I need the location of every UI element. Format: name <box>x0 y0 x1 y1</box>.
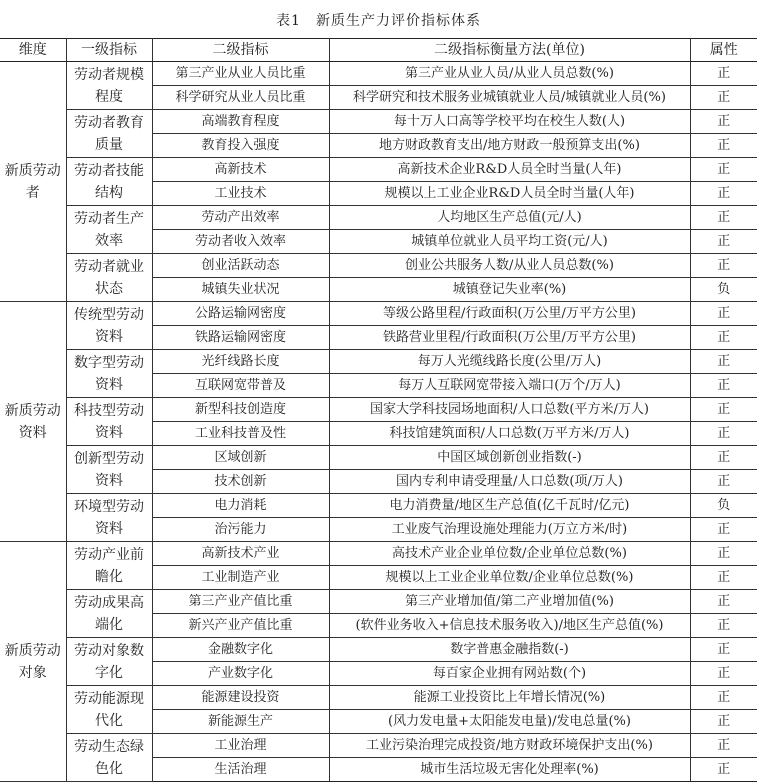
attribute-cell: 正 <box>690 422 757 446</box>
method-cell: 第三产业增加值/第二产业增加值(%) <box>329 590 690 614</box>
level2-cell: 光纤线路长度 <box>152 350 329 374</box>
attribute-cell: 正 <box>690 182 757 206</box>
level2-cell: 技术创新 <box>152 470 329 494</box>
attribute-cell: 正 <box>690 326 757 350</box>
attribute-cell: 正 <box>690 110 757 134</box>
header-attribute: 属性 <box>690 39 757 62</box>
attribute-cell: 正 <box>690 686 757 710</box>
method-cell: 工业废气治理设施处理能力(万立方米/时) <box>329 518 690 542</box>
level1-cell: 劳动产业前瞻化 <box>66 542 152 590</box>
level1-cell: 劳动者就业状态 <box>66 254 152 302</box>
table-row <box>0 302 757 326</box>
attribute-cell: 正 <box>690 590 757 614</box>
method-cell: 第三产业从业人员/从业人员总数(%) <box>329 62 690 86</box>
level2-cell: 工业科技普及性 <box>152 422 329 446</box>
attribute-cell: 正 <box>690 638 757 662</box>
method-cell: 每万人光缆线路长度(公里/万人) <box>329 350 690 374</box>
table-row <box>0 590 757 614</box>
level2-cell: 新能源生产 <box>152 710 329 734</box>
method-cell: 高技术产业企业单位数/企业单位总数(%) <box>329 542 690 566</box>
attribute-cell: 正 <box>690 710 757 734</box>
method-cell: (软件业务收入+信息技术服务收入)/地区生产总值(%) <box>329 614 690 638</box>
level2-cell: 城镇失业状况 <box>152 278 329 302</box>
dimension-cell: 新质劳动对象 <box>0 542 66 782</box>
table-row <box>0 398 757 422</box>
table-row <box>0 734 757 758</box>
method-cell: 中国区域创新创业指数(-) <box>329 446 690 470</box>
attribute-cell: 正 <box>690 302 757 326</box>
method-cell: 规模以上工业企业R&D人员全时当量(人年) <box>329 182 690 206</box>
level2-cell: 创业活跃动态 <box>152 254 329 278</box>
indicator-table <box>0 38 757 782</box>
level2-cell: 区域创新 <box>152 446 329 470</box>
level1-cell: 劳动者生产效率 <box>66 206 152 254</box>
attribute-cell: 正 <box>690 662 757 686</box>
table-row <box>0 254 757 278</box>
table-row <box>0 494 757 518</box>
level1-cell: 环境型劳动资料 <box>66 494 152 542</box>
method-cell: (风力发电量+太阳能发电量)/发电总量(%) <box>329 710 690 734</box>
level2-cell: 电力消耗 <box>152 494 329 518</box>
table-row <box>0 158 757 182</box>
level1-cell: 劳动成果高端化 <box>66 590 152 638</box>
method-cell: 每万人互联网宽带接入端口(万个/万人) <box>329 374 690 398</box>
method-cell: 能源工业投资比上年增长情况(%) <box>329 686 690 710</box>
header-method: 二级指标衡量方法(单位) <box>329 39 690 62</box>
method-cell: 数字普惠金融指数(-) <box>329 638 690 662</box>
method-cell: 每百家企业拥有网站数(个) <box>329 662 690 686</box>
attribute-cell: 正 <box>690 518 757 542</box>
dimension-cell: 新质劳动资料 <box>0 302 66 542</box>
level1-cell: 劳动对象数字化 <box>66 638 152 686</box>
header-level2: 二级指标 <box>152 39 329 62</box>
level1-cell: 劳动生态绿色化 <box>66 734 152 782</box>
attribute-cell: 正 <box>690 86 757 110</box>
header-dimension: 维度 <box>0 39 66 62</box>
level2-cell: 能源建设投资 <box>152 686 329 710</box>
table-row <box>0 686 757 710</box>
header-level1: 一级指标 <box>66 39 152 62</box>
attribute-cell: 正 <box>690 350 757 374</box>
level2-cell: 第三产业从业人员比重 <box>152 62 329 86</box>
level1-cell: 传统型劳动资料 <box>66 302 152 350</box>
attribute-cell: 正 <box>690 542 757 566</box>
table-row <box>0 542 757 566</box>
attribute-cell: 正 <box>690 398 757 422</box>
method-cell: 城镇登记失业率(%) <box>329 278 690 302</box>
level2-cell: 产业数字化 <box>152 662 329 686</box>
attribute-cell: 正 <box>690 374 757 398</box>
level2-cell: 高新技术产业 <box>152 542 329 566</box>
level2-cell: 工业治理 <box>152 734 329 758</box>
level2-cell: 治污能力 <box>152 518 329 542</box>
level2-cell: 金融数字化 <box>152 638 329 662</box>
level2-cell: 第三产业产值比重 <box>152 590 329 614</box>
method-cell: 每十万人口高等学校平均在校生人数(人) <box>329 110 690 134</box>
table-row <box>0 446 757 470</box>
attribute-cell: 正 <box>690 230 757 254</box>
level2-cell: 高端教育程度 <box>152 110 329 134</box>
method-cell: 创业公共服务人数/从业人员总数(%) <box>329 254 690 278</box>
level2-cell: 科学研究从业人员比重 <box>152 86 329 110</box>
level1-cell: 劳动能源现代化 <box>66 686 152 734</box>
method-cell: 科学研究和技术服务业城镇就业人员/城镇就业人员(%) <box>329 86 690 110</box>
level2-cell: 铁路运输网密度 <box>152 326 329 350</box>
level1-cell: 数字型劳动资料 <box>66 350 152 398</box>
attribute-cell: 正 <box>690 758 757 782</box>
method-cell: 工业污染治理完成投资/地方财政环境保护支出(%) <box>329 734 690 758</box>
method-cell: 地方财政教育支出/地方财政一般预算支出(%) <box>329 134 690 158</box>
attribute-cell: 正 <box>690 614 757 638</box>
level2-cell: 教育投入强度 <box>152 134 329 158</box>
level2-cell: 互联网宽带普及 <box>152 374 329 398</box>
method-cell: 科技馆建筑面积/人口总数(万平方米/万人) <box>329 422 690 446</box>
level2-cell: 高新技术 <box>152 158 329 182</box>
method-cell: 电力消费量/地区生产总值(亿千瓦时/亿元) <box>329 494 690 518</box>
level1-cell: 创新型劳动资料 <box>66 446 152 494</box>
table-row <box>0 206 757 230</box>
method-cell: 高新技术企业R&D人员全时当量(人年) <box>329 158 690 182</box>
table-title: 表1 新质生产力评价指标体系 <box>276 13 481 29</box>
level1-cell: 劳动者技能结构 <box>66 158 152 206</box>
level2-cell: 新型科技创造度 <box>152 398 329 422</box>
attribute-cell: 正 <box>690 470 757 494</box>
level1-cell: 劳动者规模程度 <box>66 62 152 110</box>
level1-cell: 劳动者教育质量 <box>66 110 152 158</box>
level2-cell: 劳动者收入效率 <box>152 230 329 254</box>
attribute-cell: 正 <box>690 566 757 590</box>
attribute-cell: 负 <box>690 278 757 302</box>
table-row <box>0 350 757 374</box>
level2-cell: 新兴产业产值比重 <box>152 614 329 638</box>
level2-cell: 劳动产出效率 <box>152 206 329 230</box>
level2-cell: 生活治理 <box>152 758 329 782</box>
level2-cell: 工业技术 <box>152 182 329 206</box>
method-cell: 城市生活垃圾无害化处理率(%) <box>329 758 690 782</box>
attribute-cell: 正 <box>690 734 757 758</box>
table-header-row <box>0 39 757 62</box>
method-cell: 规模以上工业企业单位数/企业单位总数(%) <box>329 566 690 590</box>
attribute-cell: 正 <box>690 134 757 158</box>
attribute-cell: 正 <box>690 158 757 182</box>
method-cell: 人均地区生产总值(元/人) <box>329 206 690 230</box>
dimension-cell: 新质劳动者 <box>0 62 66 302</box>
table-row <box>0 638 757 662</box>
attribute-cell: 正 <box>690 446 757 470</box>
attribute-cell: 正 <box>690 254 757 278</box>
method-cell: 国内专利申请受理量/人口总数(项/万人) <box>329 470 690 494</box>
method-cell: 国家大学科技园场地面积/人口总数(平方米/万人) <box>329 398 690 422</box>
table-row <box>0 62 757 86</box>
method-cell: 等级公路里程/行政面积(万公里/万平方公里) <box>329 302 690 326</box>
level1-cell: 科技型劳动资料 <box>66 398 152 446</box>
method-cell: 铁路营业里程/行政面积(万公里/万平方公里) <box>329 326 690 350</box>
method-cell: 城镇单位就业人员平均工资(元/人) <box>329 230 690 254</box>
attribute-cell: 正 <box>690 206 757 230</box>
level2-cell: 工业制造产业 <box>152 566 329 590</box>
level2-cell: 公路运输网密度 <box>152 302 329 326</box>
table-row <box>0 110 757 134</box>
attribute-cell: 负 <box>690 494 757 518</box>
attribute-cell: 正 <box>690 62 757 86</box>
